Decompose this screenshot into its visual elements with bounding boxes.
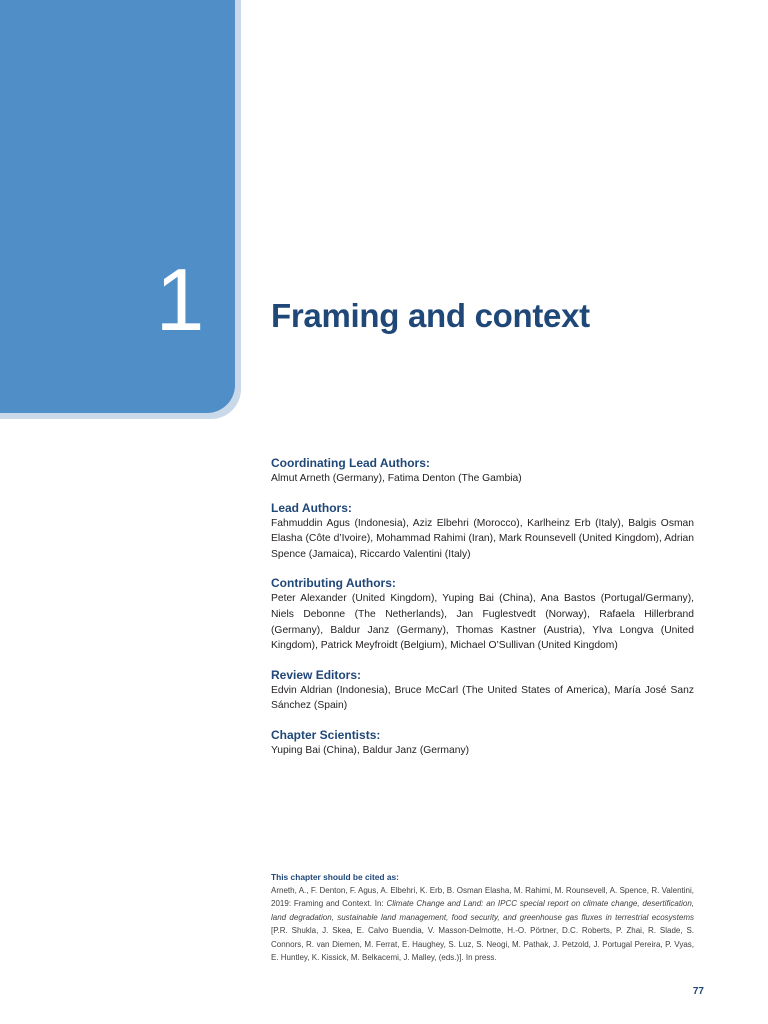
coordinating-lead-authors bbox=[271, 455, 694, 487]
author-list bbox=[271, 455, 694, 772]
author-group-heading: Review Editors: bbox=[271, 667, 362, 682]
citation-report-title: Climate Change and Land: an IPCC special report on climate change, desertification, land degradation, sustainable land management, food security, and greenhouse gas fluxes in terrestrial ecosystems bbox=[271, 899, 694, 922]
chapter-scientists bbox=[271, 727, 694, 759]
review-editors bbox=[271, 667, 694, 714]
lead-authors bbox=[271, 500, 694, 563]
author-group-names: Almut Arneth (Germany), Fatima Denton (The Gambia) bbox=[271, 473, 522, 484]
citation-heading: This chapter should be cited as: bbox=[271, 872, 399, 882]
author-group-names: Fahmuddin Agus (Indonesia), Aziz Elbehri (Morocco), Karlheinz Erb (Italy), Balgis Osman Elasha (Côte d’Ivoire), Mohammad Rahimi (Iran), Mark Rounsevell (United Kingdom), Adrian Spence (Jamaica), Riccardo Valentini (Italy) bbox=[271, 517, 694, 560]
contributing-authors bbox=[271, 575, 694, 653]
chapter-number: 1 bbox=[155, 250, 205, 349]
author-group-heading: Chapter Scientists: bbox=[271, 727, 381, 742]
author-group-heading: Coordinating Lead Authors: bbox=[271, 456, 430, 470]
citation-text-after: [P.R. Shukla, J. Skea, E. Calvo Buendia, V. Masson-Delmotte, H.-O. Pörtner, D.C. Roberts, P. Zhai, R. Slade, S. Connors, R. van Diemen, M. Ferrat, E. Haughey, S. Luz, S. Neogi, M. Pathak, J. Petzold, J. Portugal Pereira, P. Vyas, E. Huntley, K. Kissick, M. Belkacemi, J. Malley, (eds.)]. In press. bbox=[271, 926, 694, 963]
author-group-heading: Contributing Authors: bbox=[271, 576, 396, 591]
author-group-heading: Lead Authors: bbox=[271, 500, 352, 515]
chapter-title: Framing and context bbox=[271, 297, 590, 334]
citation-text-before: Arneth, A., F. Denton, F. Agus, A. Elbehri, K. Erb, B. Osman Elasha, M. Rahimi, M. Rounsevell, A. Spence, R. Valentini, 2019: Framing and Context. In: bbox=[271, 886, 694, 909]
author-group-names: Yuping Bai (China), Baldur Janz (Germany) bbox=[271, 744, 470, 756]
author-group-names: Edvin Aldrian (Indonesia), Bruce McCarl (The United States of America), María José Sanz Sánchez (Spain) bbox=[271, 684, 694, 712]
citation-block bbox=[271, 871, 694, 964]
chapter-band bbox=[0, 0, 235, 413]
author-group-names: Peter Alexander (United Kingdom), Yuping Bai (China), Ana Bastos (Portugal/Germany), Niels Debonne (The Netherlands), Jan Fuglestvedt (Norway), Rafaela Hillerbrand (Germany), Baldur Janz (Germany), Thomas Kastner (Austria), Ylva Longva (United Kingdom), Patrick Meyfroidt (Belgium), Michael O’Sullivan (United Kingdom) bbox=[271, 593, 694, 652]
page-number: 77 bbox=[692, 986, 704, 997]
citation-text bbox=[271, 884, 694, 964]
